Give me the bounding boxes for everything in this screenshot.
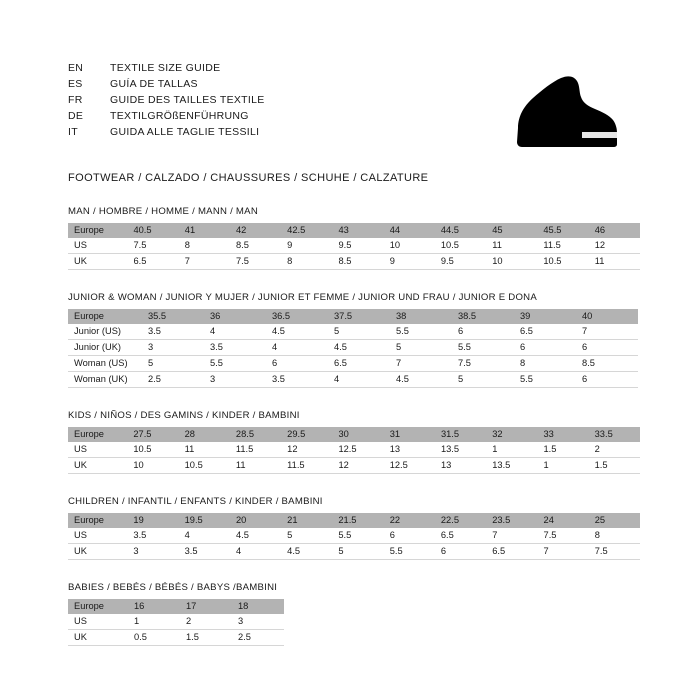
size-cell: 9 [384,254,435,270]
size-cell: 42 [230,223,281,238]
size-cell: 6 [435,544,486,560]
size-table-body [68,427,640,474]
size-table-row [68,544,640,560]
size-table-header-row [68,427,640,442]
size-cell: 33.5 [589,427,640,442]
size-cell: 10 [384,238,435,254]
size-cell: 19 [127,513,178,528]
size-cell: 5 [328,324,390,340]
language-row [68,126,265,142]
size-cell: 12.5 [332,442,383,458]
size-cell: 36.5 [266,309,328,324]
size-cell: 2 [180,614,232,630]
size-row-label: Woman (UK) [68,372,142,388]
size-cell: 38.5 [452,309,514,324]
size-cell: 23.5 [486,513,537,528]
size-row-label: UK [68,630,128,646]
size-table-row [68,356,638,372]
size-cell: 6 [514,340,576,356]
size-table-header-row [68,599,284,614]
language-code: EN [68,62,84,74]
size-cell: 9.5 [435,254,486,270]
size-cell: 12 [281,442,332,458]
size-cell: 11.5 [230,442,281,458]
size-row-label: US [68,614,128,630]
size-cell: 4.5 [266,324,328,340]
size-cell: 6.5 [328,356,390,372]
size-cell: 3 [232,614,284,630]
size-cell: 5 [142,356,204,372]
size-cell: 9.5 [333,238,384,254]
size-cell: 2 [589,442,640,458]
size-cell: 11.5 [537,238,588,254]
size-cell: 6.5 [514,324,576,340]
size-table [68,599,284,646]
size-cell: 3 [204,372,266,388]
size-cell: 10 [486,254,537,270]
size-cell: 40 [576,309,638,324]
size-cell: 5 [452,372,514,388]
size-cell: 7.5 [538,528,589,544]
size-cell: 24 [538,513,589,528]
size-cell: 44 [384,223,435,238]
size-table-row [68,458,640,474]
size-table-group [68,582,640,646]
size-table-body [68,223,640,270]
size-cell: 28 [179,427,230,442]
size-cell: 8 [179,238,230,254]
size-cell: 5.5 [452,340,514,356]
language-row [68,78,265,94]
size-cell: 43 [333,223,384,238]
size-cell: 3.5 [266,372,328,388]
size-table-row [68,614,284,630]
size-cell: 22 [384,513,435,528]
size-tables-container [68,206,640,646]
size-cell: 41 [179,223,230,238]
size-cell: 7.5 [127,238,178,254]
size-cell: 37.5 [328,309,390,324]
size-cell: 7 [538,544,589,560]
size-cell: 11 [589,254,640,270]
size-cell: 31 [384,427,435,442]
size-cell: 6 [384,528,435,544]
size-cell: 33 [538,427,589,442]
size-table-row [68,254,640,270]
language-title: GUIDE DES TAILLES TEXTILE [110,94,265,106]
size-cell: 12 [589,238,640,254]
size-cell: 45 [486,223,537,238]
size-cell: 6 [266,356,328,372]
size-cell: 1.5 [180,630,232,646]
size-cell: 5.5 [384,544,435,560]
size-cell: 6 [576,372,638,388]
size-cell: 4.5 [328,340,390,356]
language-code: DE [68,110,84,122]
language-code: FR [68,94,83,106]
size-row-label: Europe [68,513,127,528]
language-title-list-body [68,62,265,142]
size-cell: 3.5 [204,340,266,356]
size-cell: 12.5 [384,458,435,474]
size-cell: 11.5 [281,458,332,474]
dress-shoe-icon [432,72,622,158]
size-row-label: Europe [68,599,128,614]
size-cell: 8 [514,356,576,372]
size-table-row [68,340,638,356]
size-table [68,309,638,388]
size-cell: 35.5 [142,309,204,324]
size-cell: 10.5 [435,238,486,254]
size-table-title: BABIES / BEBÉS / BÉBÉS / BABYS /BAMBINI [68,582,278,593]
size-row-label: Junior (US) [68,324,142,340]
size-table-row [68,324,638,340]
size-cell: 7.5 [589,544,640,560]
size-table-header-row [68,309,638,324]
size-row-label: US [68,528,127,544]
size-cell: 30 [332,427,383,442]
size-cell: 44.5 [435,223,486,238]
size-table-row [68,372,638,388]
size-cell: 5.5 [390,324,452,340]
size-cell: 6.5 [486,544,537,560]
size-cell: 4.5 [281,544,332,560]
size-cell: 6 [452,324,514,340]
language-row [68,62,265,78]
size-table-row [68,630,284,646]
size-row-label: UK [68,458,127,474]
size-row-label: UK [68,254,127,270]
size-cell: 7 [486,528,537,544]
size-cell: 13 [384,442,435,458]
size-cell: 13.5 [435,442,486,458]
size-cell: 5.5 [514,372,576,388]
size-cell: 8 [589,528,640,544]
size-table-header-row [68,513,640,528]
size-cell: 1 [538,458,589,474]
size-cell: 3.5 [127,528,178,544]
size-table-body [68,309,638,388]
size-cell: 7.5 [230,254,281,270]
size-cell: 13.5 [486,458,537,474]
size-row-label: Europe [68,427,127,442]
size-cell: 45.5 [537,223,588,238]
size-cell: 8.5 [230,238,281,254]
size-cell: 10 [127,458,178,474]
size-cell: 3.5 [142,324,204,340]
size-cell: 46 [589,223,640,238]
size-cell: 17 [180,599,232,614]
size-row-label: US [68,238,127,254]
size-cell: 40.5 [127,223,178,238]
size-cell: 8.5 [333,254,384,270]
size-table-title: KIDS / NIÑOS / DES GAMINS / KINDER / BAMBINI [68,410,300,421]
language-row [68,110,265,126]
size-cell: 1.5 [589,458,640,474]
size-row-label: Europe [68,309,142,324]
size-cell: 3 [142,340,204,356]
size-cell: 13 [435,458,486,474]
language-title: TEXTILE SIZE GUIDE [110,62,221,74]
size-cell: 6.5 [127,254,178,270]
size-row-label: Junior (UK) [68,340,142,356]
size-cell: 6 [576,340,638,356]
language-code: ES [68,78,83,90]
size-cell: 20 [230,513,281,528]
size-cell: 4 [179,528,230,544]
language-title: GUÍA DE TALLAS [110,78,198,90]
size-cell: 11 [486,238,537,254]
size-cell: 7.5 [452,356,514,372]
size-cell: 39 [514,309,576,324]
size-cell: 8.5 [576,356,638,372]
size-table-row [68,442,640,458]
size-cell: 27.5 [127,427,178,442]
size-row-label: US [68,442,127,458]
size-cell: 12 [332,458,383,474]
size-cell: 4 [230,544,281,560]
size-row-label: Woman (US) [68,356,142,372]
size-cell: 0.5 [128,630,180,646]
size-cell: 36 [204,309,266,324]
language-row [68,94,265,110]
size-cell: 10.5 [127,442,178,458]
page-title: FOOTWEAR / CALZADO / CHAUSSURES / SCHUHE / CALZATURE [68,172,429,184]
size-cell: 7 [390,356,452,372]
language-title-list [68,62,265,142]
size-cell: 10.5 [537,254,588,270]
size-cell: 2.5 [232,630,284,646]
size-table-body [68,513,640,560]
size-cell: 5 [390,340,452,356]
size-cell: 38 [390,309,452,324]
size-cell: 1.5 [538,442,589,458]
size-cell: 25 [589,513,640,528]
size-cell: 10.5 [179,458,230,474]
size-cell: 5.5 [204,356,266,372]
size-table-title: MAN / HOMBRE / HOMME / MANN / MAN [68,206,259,217]
size-cell: 42.5 [281,223,332,238]
size-table [68,513,640,560]
language-title: TEXTILGRÖßENFÜHRUNG [110,110,249,122]
size-cell: 5 [332,544,383,560]
size-cell: 4.5 [230,528,281,544]
size-table [68,427,640,474]
size-cell: 2.5 [142,372,204,388]
size-cell: 21 [281,513,332,528]
size-cell: 1 [128,614,180,630]
language-code: IT [68,126,78,138]
size-table-group [68,410,640,474]
size-cell: 6.5 [435,528,486,544]
size-cell: 7 [179,254,230,270]
size-cell: 4 [266,340,328,356]
size-table-group [68,292,640,388]
size-cell: 21.5 [332,513,383,528]
size-cell: 18 [232,599,284,614]
size-cell: 16 [128,599,180,614]
size-table-row [68,528,640,544]
size-cell: 9 [281,238,332,254]
size-table-header-row [68,223,640,238]
language-title: GUIDA ALLE TAGLIE TESSILI [110,126,260,138]
size-row-label: Europe [68,223,127,238]
size-table-row [68,238,640,254]
size-cell: 11 [179,442,230,458]
size-table-body [68,599,284,646]
size-cell: 31.5 [435,427,486,442]
size-cell: 28.5 [230,427,281,442]
size-cell: 4.5 [390,372,452,388]
size-cell: 19.5 [179,513,230,528]
size-table-group [68,206,640,270]
size-cell: 29.5 [281,427,332,442]
size-cell: 4 [204,324,266,340]
size-cell: 7 [576,324,638,340]
size-cell: 11 [230,458,281,474]
size-row-label: UK [68,544,127,560]
size-table [68,223,640,270]
size-cell: 5.5 [332,528,383,544]
size-table-group [68,496,640,560]
size-cell: 3.5 [179,544,230,560]
size-cell: 5 [281,528,332,544]
size-table-title: JUNIOR & WOMAN / JUNIOR Y MUJER / JUNIOR ET FEMME / JUNIOR UND FRAU / JUNIOR E DONA [68,292,538,303]
page-header [68,62,640,158]
size-cell: 4 [328,372,390,388]
size-cell: 8 [281,254,332,270]
size-cell: 22.5 [435,513,486,528]
size-cell: 32 [486,427,537,442]
size-table-title: CHILDREN / INFANTIL / ENFANTS / KINDER / BAMBINI [68,496,323,507]
size-cell: 1 [486,442,537,458]
size-cell: 3 [127,544,178,560]
